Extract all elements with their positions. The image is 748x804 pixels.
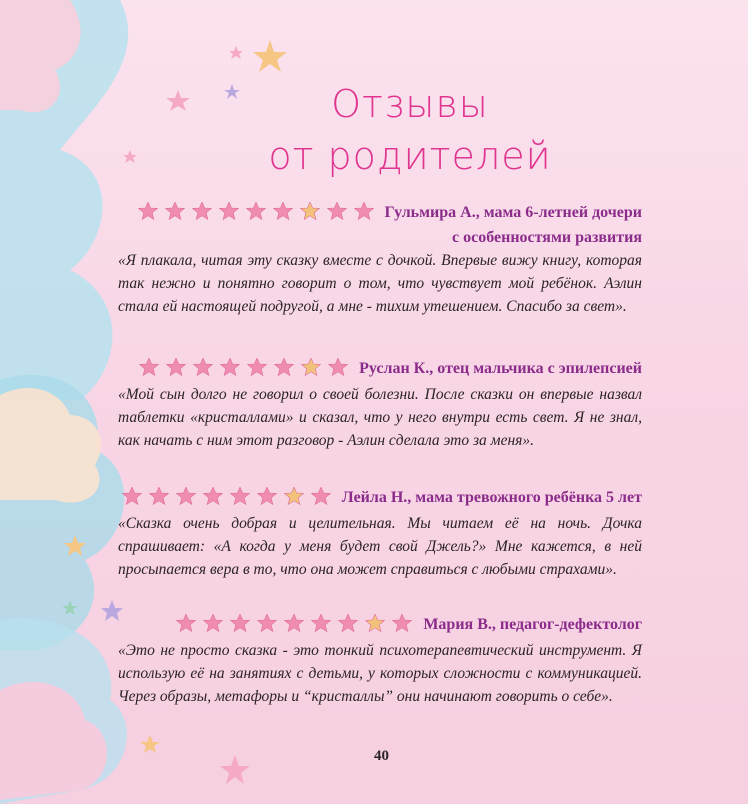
- star-icon: [272, 358, 294, 376]
- star-icon: [228, 487, 250, 505]
- review-card: [118, 487, 642, 581]
- review-author: Гульмира А., мама 6-летней дочери: [384, 204, 642, 221]
- review-header: [118, 202, 642, 227]
- title-line-1: Отзывы: [331, 82, 489, 126]
- review-card: [118, 614, 642, 708]
- star-icon: [282, 614, 304, 632]
- star-icon: [352, 202, 374, 220]
- star-icon: [163, 202, 185, 220]
- review-author: Мария В., педагог-дефектолог: [423, 616, 642, 633]
- star-icon: [147, 487, 169, 505]
- star-icon: [164, 358, 186, 376]
- review-author-line-2: с особенностями развития: [452, 229, 642, 246]
- rating-stars: [137, 358, 353, 383]
- page-title: [240, 78, 580, 182]
- star-icon: [363, 614, 385, 632]
- page-number: 40: [374, 748, 389, 764]
- review-quote: «Мой сын долго не говорил о своей болезни. После сказки он впервые назвал таблетки «кристаллами» и сказал, что у него внутри есть свет. Я не знал, как начать с ним этот разговор - Аэлин сделала это за меня».: [118, 386, 642, 449]
- rating-stars: [136, 202, 379, 227]
- review-quote: «Сказка очень добрая и целительная. Мы читаем её на ночь. Дочка спрашивает: «А когда у меня будет свой Джель?» Мне кажется, в ней просыпается вера в то, что она может справиться с любыми страхами».: [118, 515, 642, 578]
- star-icon: [299, 358, 321, 376]
- rating-stars: [174, 614, 417, 639]
- star-icon: [271, 202, 293, 220]
- review-header: [118, 487, 642, 512]
- star-icon: [228, 614, 250, 632]
- review-card: [118, 202, 642, 318]
- star-icon: [201, 487, 223, 505]
- rating-stars: [120, 487, 336, 512]
- star-icon: [336, 614, 358, 632]
- star-icon: [174, 614, 196, 632]
- review-quote: «Это не просто сказка - это тонкий психотерапевтический инструмент. Я использую её на занятиях с детьми, у которых сложности с коммуникацией. Через образы, метафоры и “кристаллы” они начинают говорить о себе».: [118, 642, 642, 705]
- star-icon: [174, 487, 196, 505]
- star-icon: [217, 202, 239, 220]
- review-author: Руслан К., отец мальчика с эпилепсией: [359, 360, 642, 377]
- star-icon: [137, 358, 159, 376]
- star-icon: [255, 487, 277, 505]
- review-header: [118, 358, 642, 383]
- star-icon: [201, 614, 223, 632]
- star-icon: [298, 202, 320, 220]
- star-icon: [136, 202, 158, 220]
- review-card: [118, 358, 642, 452]
- star-icon: [282, 487, 304, 505]
- star-icon: [255, 614, 277, 632]
- star-icon: [244, 202, 266, 220]
- star-icon: [309, 487, 331, 505]
- star-icon: [191, 358, 213, 376]
- star-icon: [326, 358, 348, 376]
- star-icon: [218, 358, 240, 376]
- star-icon: [190, 202, 212, 220]
- star-icon: [325, 202, 347, 220]
- review-quote: «Я плакала, читая эту сказку вместе с дочкой. Впервые вижу книгу, которая так нежно и понятно говорит о том, что чувствует мой ребёнок. Аэлин стала ей настоящей подругой, а мне - тихим утешением. Спасибо за свет».: [118, 252, 642, 315]
- title-line-2: от родителей: [268, 134, 552, 178]
- star-icon: [245, 358, 267, 376]
- star-icon: [390, 614, 412, 632]
- review-header: [118, 614, 642, 639]
- star-icon: [309, 614, 331, 632]
- star-icon: [120, 487, 142, 505]
- review-author: Лейла Н., мама тревожного ребёнка 5 лет: [341, 489, 642, 506]
